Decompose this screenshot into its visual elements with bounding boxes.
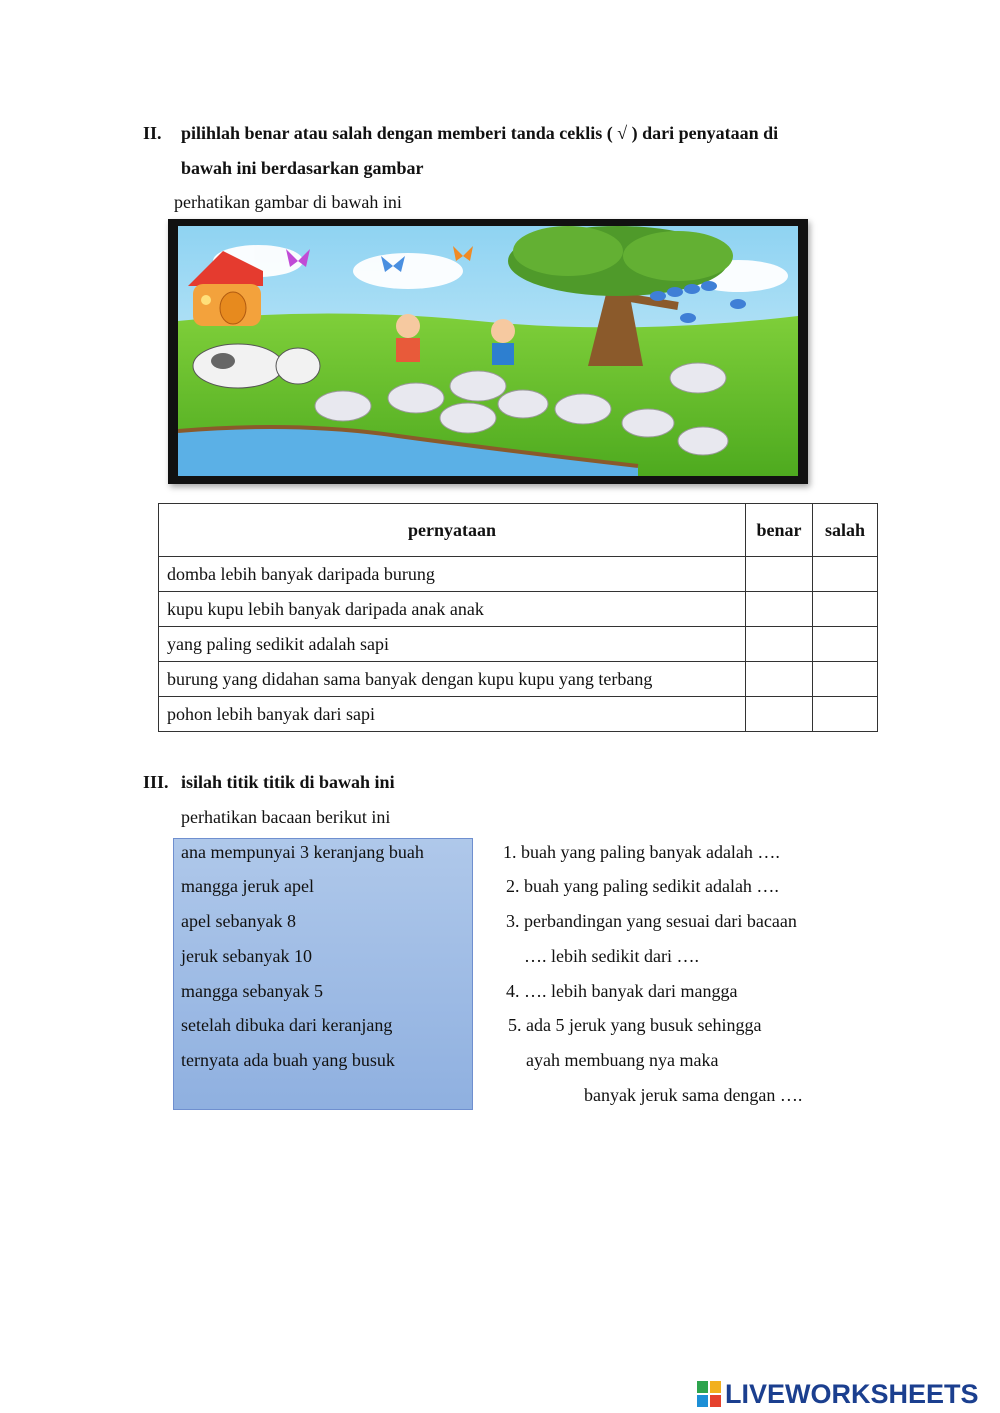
question-5: 5. ada 5 jeruk yang busuk sehingga <box>508 1015 762 1035</box>
salah-checkbox-cell[interactable] <box>813 662 878 697</box>
question-1: 1. buah yang paling banyak adalah …. <box>503 842 780 862</box>
table-row <box>159 697 878 732</box>
table-row <box>159 557 878 592</box>
section-2-instruction-line1: pilihlah benar atau salah dengan memberi tanda ceklis ( √ ) dari penyataan di <box>181 123 779 143</box>
section-2-prompt: perhatikan gambar di bawah ini <box>174 192 402 212</box>
farm-scene-image <box>178 226 798 476</box>
true-false-table <box>158 503 878 732</box>
table-header-row <box>159 504 878 557</box>
header-salah: salah <box>813 504 878 557</box>
liveworksheets-logo <box>697 1378 979 1410</box>
statement-cell: domba lebih banyak daripada burung <box>159 557 746 592</box>
liveworksheets-logo-icon <box>697 1381 721 1407</box>
statement-cell: burung yang didahan sama banyak dengan kupu kupu yang terbang <box>159 662 746 697</box>
salah-checkbox-cell[interactable] <box>813 592 878 627</box>
reading-line: setelah dibuka dari keranjang <box>181 1015 393 1035</box>
section-3-instruction: isilah titik titik di bawah ini <box>181 772 395 792</box>
reading-line: apel sebanyak 8 <box>181 911 296 931</box>
benar-checkbox-cell[interactable] <box>746 592 813 627</box>
question-4: 4. …. lebih banyak dari mangga <box>506 981 738 1001</box>
section-3-number: III. <box>143 772 169 792</box>
statement-cell: yang paling sedikit adalah sapi <box>159 627 746 662</box>
section-3-prompt: perhatikan bacaan berikut ini <box>181 807 391 827</box>
salah-checkbox-cell[interactable] <box>813 697 878 732</box>
table-row <box>159 662 878 697</box>
reading-line: jeruk sebanyak 10 <box>181 946 312 966</box>
header-benar: benar <box>746 504 813 557</box>
benar-checkbox-cell[interactable] <box>746 697 813 732</box>
statement-cell: pohon lebih banyak dari sapi <box>159 697 746 732</box>
statement-cell: kupu kupu lebih banyak daripada anak anak <box>159 592 746 627</box>
benar-checkbox-cell[interactable] <box>746 557 813 592</box>
header-pernyataan: pernyataan <box>159 504 746 557</box>
reading-line: mangga sebanyak 5 <box>181 981 323 1001</box>
question-3-continuation: …. lebih sedikit dari …. <box>524 946 699 966</box>
salah-checkbox-cell[interactable] <box>813 557 878 592</box>
reading-line: ternyata ada buah yang busuk <box>181 1050 395 1070</box>
benar-checkbox-cell[interactable] <box>746 627 813 662</box>
table-row <box>159 592 878 627</box>
question-5-continuation-2: banyak jeruk sama dengan …. <box>584 1085 803 1105</box>
farm-illustration <box>168 219 808 484</box>
question-3: 3. perbandingan yang sesuai dari bacaan <box>506 911 797 931</box>
benar-checkbox-cell[interactable] <box>746 662 813 697</box>
liveworksheets-logo-text: LIVEWORKSHEETS <box>725 1378 979 1409</box>
table-row <box>159 627 878 662</box>
question-2: 2. buah yang paling sedikit adalah …. <box>506 876 779 896</box>
reading-line: ana mempunyai 3 keranjang buah <box>181 842 424 862</box>
salah-checkbox-cell[interactable] <box>813 627 878 662</box>
reading-line: mangga jeruk apel <box>181 876 314 896</box>
question-5-continuation: ayah membuang nya maka <box>526 1050 719 1070</box>
section-2-number: II. <box>143 123 162 143</box>
section-2-instruction-line2: bawah ini berdasarkan gambar <box>181 158 424 178</box>
cow <box>193 344 320 388</box>
